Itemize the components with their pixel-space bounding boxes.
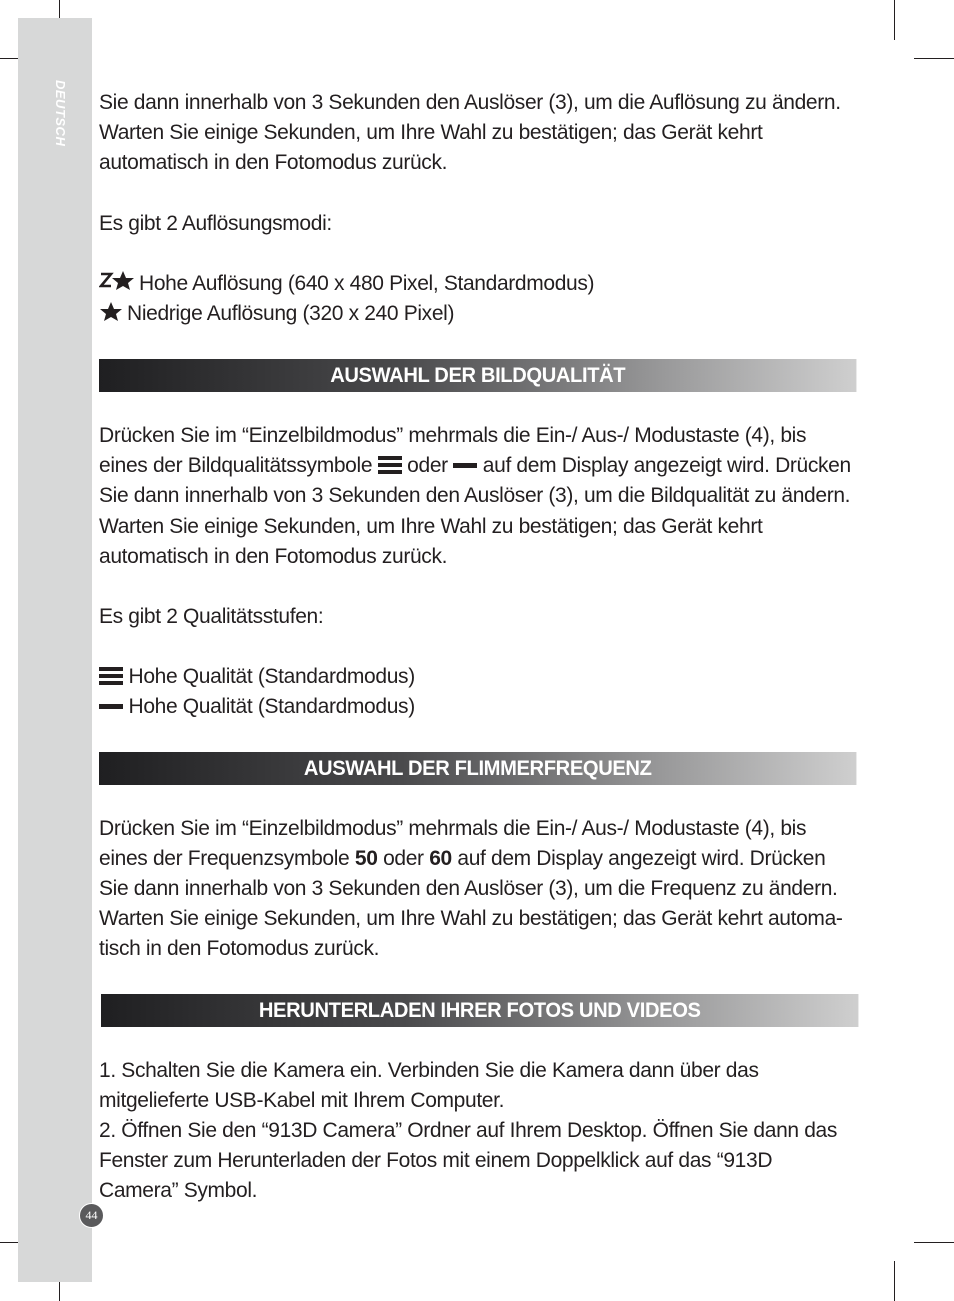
flicker-text-line: Drücken Sie im “Einzelbildmodus” mehrmals die Ein-/ Aus-/ Modustaste (4), bis bbox=[99, 816, 807, 840]
download-step-line: Camera” Symbol. bbox=[99, 1179, 258, 1203]
flicker-text-fragment: eines der Frequenzsymbole bbox=[99, 846, 350, 870]
resolution-intro-line: Warten Sie einige Sekunden, um Ihre Wahl zu bestätigen; das Gerät kehrt bbox=[99, 121, 763, 145]
resolution-intro-line: automatisch in den Fotomodus zurück. bbox=[99, 151, 448, 175]
crop-mark bbox=[914, 1242, 954, 1243]
frequency-60-symbol: 60 bbox=[429, 846, 452, 870]
flicker-text-fragment: oder bbox=[383, 846, 424, 870]
quality-level-high-label: Hohe Qualität (Standardmodus) bbox=[128, 665, 415, 689]
quality-level-low-label: Hohe Qualität (Standardmodus) bbox=[128, 695, 415, 719]
resolution-modes-intro: Es gibt 2 Auflösungsmodi: bbox=[99, 211, 332, 235]
resolution-mode-high bbox=[99, 269, 859, 300]
low-quality-icon bbox=[453, 463, 477, 468]
section-header-download: HERUNTERLADEN IHRER FOTOS UND VIDEOS bbox=[101, 994, 858, 1027]
resolution-intro-line: Sie dann innerhalb von 3 Sekunden den Auslöser (3), um die Auflösung zu ändern. bbox=[99, 91, 841, 114]
high-resolution-icon bbox=[99, 269, 135, 299]
flicker-text-line bbox=[99, 844, 859, 874]
quality-text-line: Drücken Sie im “Einzelbildmodus” mehrmals die Ein-/ Aus-/ Modustaste (4), bis bbox=[99, 423, 807, 447]
frequency-50-symbol: 50 bbox=[354, 846, 378, 870]
quality-text-line: Sie dann innerhalb von 3 Sekunden den Auslöser (3), um die Bildqualität zu ändern. bbox=[99, 484, 851, 508]
quality-text-line bbox=[99, 451, 859, 481]
quality-level-low bbox=[99, 692, 859, 722]
quality-text-fragment: eines der Bildqualitätssymbole bbox=[99, 454, 373, 478]
language-label: DEUTSCH bbox=[53, 80, 68, 147]
high-quality-icon bbox=[99, 666, 123, 686]
section-header-quality: AUSWAHL DER BILDQUALITÄT bbox=[99, 359, 856, 392]
flicker-text-fragment: auf dem Display angezeigt wird. Drücken bbox=[457, 846, 826, 870]
download-step-line: 1. Schalten Sie die Kamera ein. Verbinden Sie die Kamera dann über das bbox=[99, 1058, 759, 1082]
low-resolution-icon bbox=[99, 300, 123, 330]
page-content bbox=[99, 88, 859, 1207]
flicker-text-line: Warten Sie einige Sekunden, um Ihre Wahl zu bestätigen; das Gerät kehrt automa- bbox=[99, 907, 843, 931]
download-step-line: Fenster zum Herunterladen der Fotos mit einem Doppelklick auf das “913D bbox=[99, 1149, 773, 1173]
resolution-mode-low-label: Niedrige Auflösung (320 x 240 Pixel) bbox=[127, 302, 455, 326]
resolution-mode-high-label: Hohe Auflösung (640 x 480 Pixel, Standardmodus) bbox=[139, 271, 595, 295]
high-quality-icon bbox=[378, 455, 402, 475]
quality-level-high bbox=[99, 662, 859, 692]
quality-text-fragment: oder bbox=[407, 454, 448, 478]
quality-text-line: automatisch in den Fotomodus zurück. bbox=[99, 544, 448, 568]
quality-levels-intro: Es gibt 2 Qualitätsstufen: bbox=[99, 604, 324, 628]
download-step-line: 2. Öffnen Sie den “913D Camera” Ordner auf Ihrem Desktop. Öffnen Sie dann das bbox=[99, 1118, 838, 1142]
crop-mark bbox=[914, 58, 954, 59]
section-header-flicker: AUSWAHL DER FLIMMERFREQUENZ bbox=[99, 752, 856, 785]
flicker-text-line: Sie dann innerhalb von 3 Sekunden den Auslöser (3), um die Frequenz zu ändern. bbox=[99, 876, 838, 900]
side-band bbox=[18, 18, 92, 1282]
download-step-line: mitgelieferte USB-Kabel mit Ihrem Computer. bbox=[99, 1088, 505, 1112]
page-number: 44 bbox=[79, 1203, 104, 1228]
quality-text-fragment: auf dem Display angezeigt wird. Drücken bbox=[482, 454, 851, 478]
resolution-mode-low bbox=[99, 299, 859, 330]
low-quality-icon bbox=[99, 704, 123, 709]
flicker-text-line: tisch in den Fotomodus zurück. bbox=[99, 937, 380, 961]
crop-mark bbox=[894, 0, 895, 40]
quality-text-line: Warten Sie einige Sekunden, um Ihre Wahl zu bestätigen; das Gerät kehrt bbox=[99, 514, 763, 538]
crop-mark bbox=[894, 1261, 895, 1301]
